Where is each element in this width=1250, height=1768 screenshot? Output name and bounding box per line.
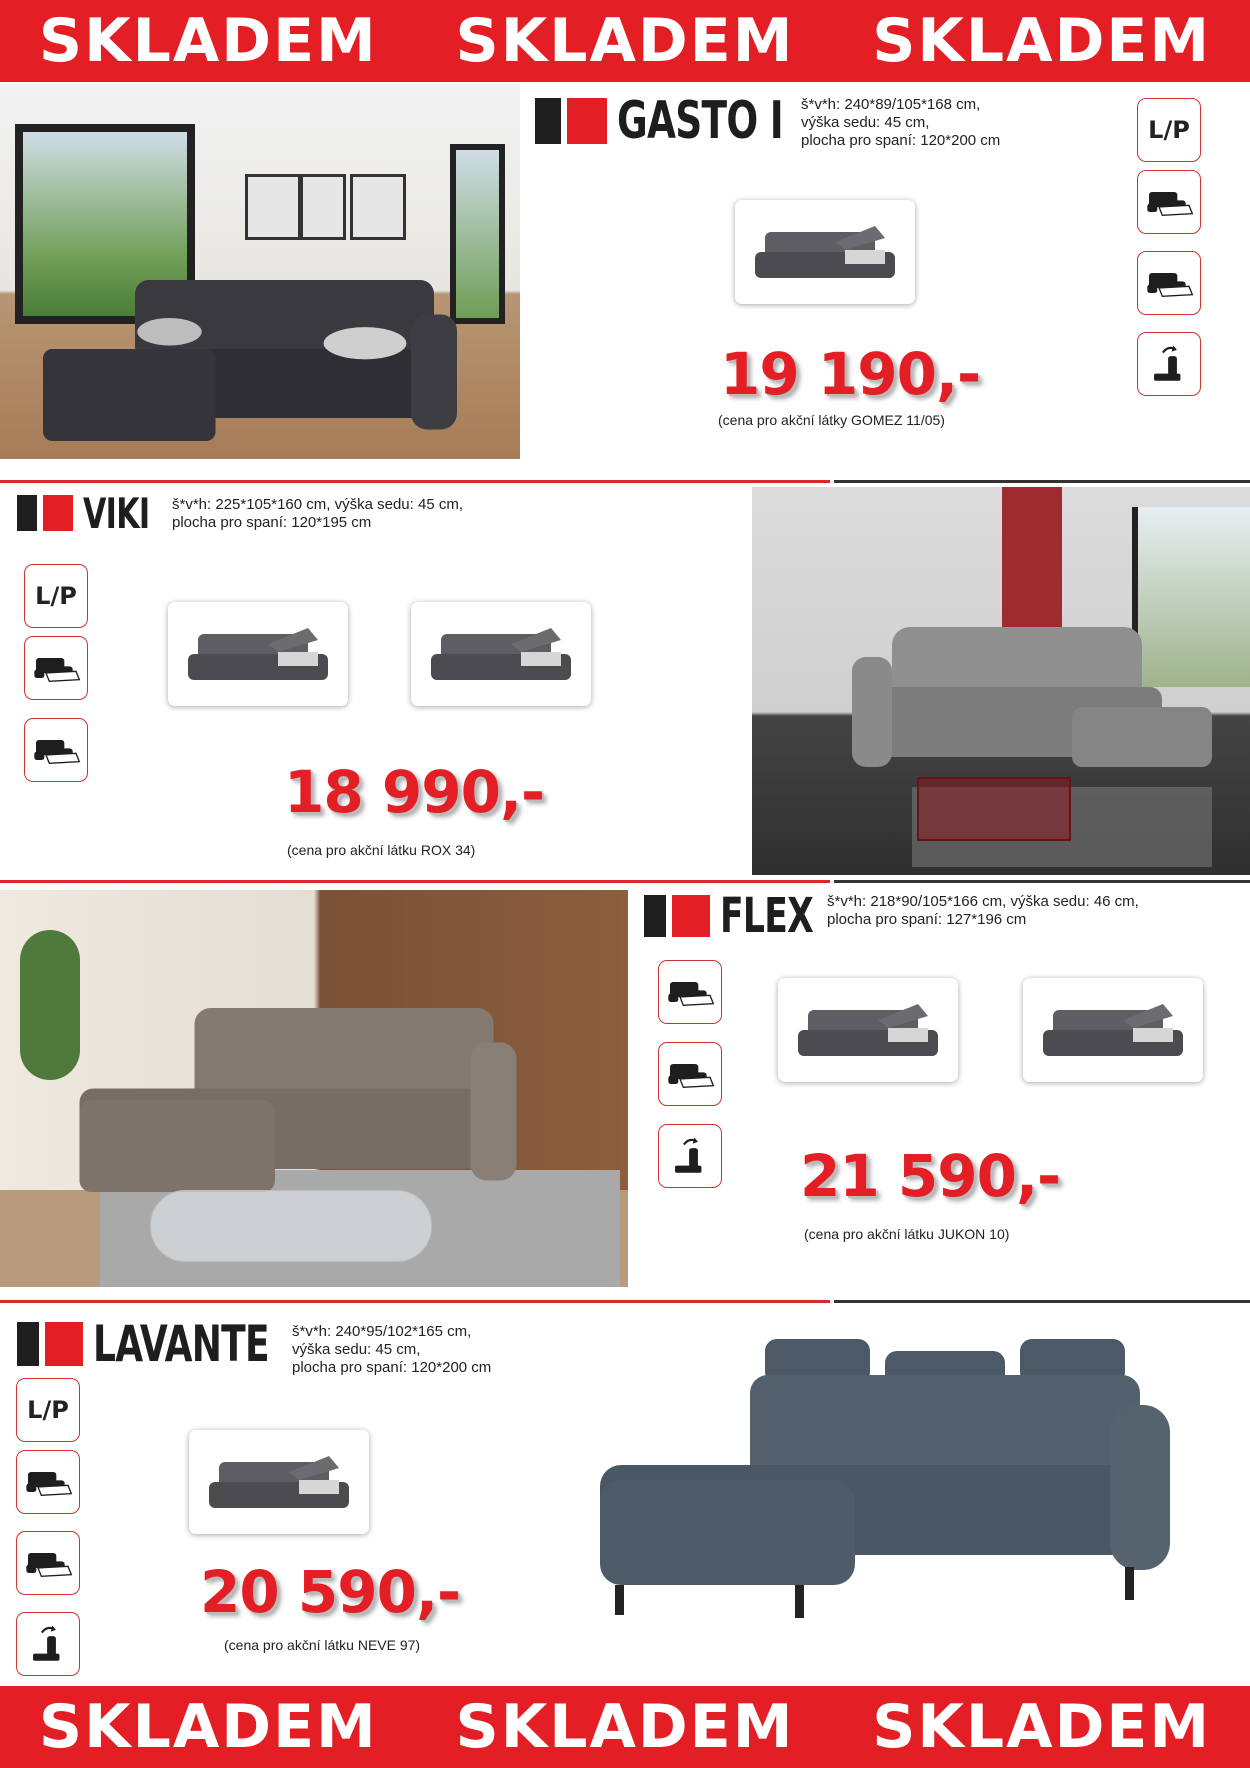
sleep-function-icon [1137, 170, 1201, 234]
gasto-room-photo [0, 84, 520, 459]
flex-title [644, 888, 849, 944]
banner-word: SKLADEM [455, 6, 795, 76]
sleep-function-icon [16, 1531, 80, 1595]
gasto-thumb [735, 200, 915, 304]
brand-mark-icon [644, 895, 710, 937]
section-divider [0, 1300, 830, 1303]
product-spec: š*v*h: 225*105*160 cm, výška sedu: 45 cm, plocha pro spaní: 120*195 cm [172, 496, 463, 531]
flex-thumb [1023, 978, 1203, 1082]
brand-mark-icon [535, 98, 607, 144]
product-name: GASTO I [617, 91, 783, 151]
sleep-function-icon [658, 960, 722, 1024]
brand-mark-icon [17, 1322, 83, 1366]
product-name: VIKI [83, 488, 150, 538]
viki-thumb [168, 602, 348, 706]
price: 18 990,- [284, 758, 545, 826]
section-divider [834, 880, 1250, 883]
viki-sofa [812, 597, 1232, 797]
banner-word: SKLADEM [38, 6, 378, 76]
product-spec: š*v*h: 218*90/105*166 cm, výška sedu: 46 cm, plocha pro spaní: 127*196 cm [827, 893, 1139, 928]
sleep-function-icon [24, 636, 88, 700]
flex-thumb [778, 978, 958, 1082]
flex-room-photo [0, 890, 628, 1287]
banner-word: SKLADEM [872, 1692, 1212, 1762]
viki-room-photo [752, 487, 1250, 875]
brand-mark-icon [17, 495, 73, 531]
product-spec: š*v*h: 240*89/105*168 cm, výška sedu: 45 cm, plocha pro spaní: 120*200 cm [801, 96, 1001, 149]
sofa-bed-thumbnail [745, 212, 905, 292]
banner-word: SKLADEM [38, 1692, 378, 1762]
sleep-function-icon [658, 1042, 722, 1106]
lavante-title [17, 1315, 337, 1373]
viki-title [17, 488, 175, 538]
section-divider [834, 480, 1250, 483]
section-divider [0, 480, 830, 483]
price: 20 590,- [200, 1558, 461, 1626]
gasto-sofa [20, 234, 480, 459]
price: 19 190,- [720, 340, 981, 408]
product-name: LAVANTE [93, 1315, 269, 1373]
section-divider [0, 880, 830, 883]
product-spec: š*v*h: 240*95/102*165 cm, výška sedu: 45 cm, plocha pro spaní: 120*200 cm [292, 1323, 492, 1376]
price-note: (cena pro akční látku ROX 34) [287, 842, 476, 858]
lavante-thumb [189, 1430, 369, 1534]
bottom-banner [0, 1686, 1250, 1768]
sleep-function-icon [24, 718, 88, 782]
headrest-icon [658, 1124, 722, 1188]
banner-word: SKLADEM [455, 1692, 795, 1762]
sleep-function-icon [16, 1450, 80, 1514]
price-note: (cena pro akční látky GOMEZ 11/05) [718, 412, 945, 428]
price: 21 590,- [800, 1142, 1061, 1210]
viki-thumb [411, 602, 591, 706]
banner-word: SKLADEM [872, 6, 1212, 76]
section-divider [834, 1300, 1250, 1303]
price-note: (cena pro akční látku JUKON 10) [804, 1226, 1010, 1242]
headrest-icon [1137, 332, 1201, 396]
top-banner [0, 0, 1250, 82]
headrest-icon [16, 1612, 80, 1676]
lp-icon: L/P [1137, 98, 1201, 162]
product-name: FLEX [720, 888, 814, 944]
lp-icon: L/P [24, 564, 88, 628]
sleep-function-icon [1137, 251, 1201, 315]
lavante-sofa [535, 1330, 1235, 1630]
lp-icon: L/P [16, 1378, 80, 1442]
price-note: (cena pro akční látku NEVE 97) [224, 1637, 421, 1653]
flex-sofa [18, 985, 578, 1215]
